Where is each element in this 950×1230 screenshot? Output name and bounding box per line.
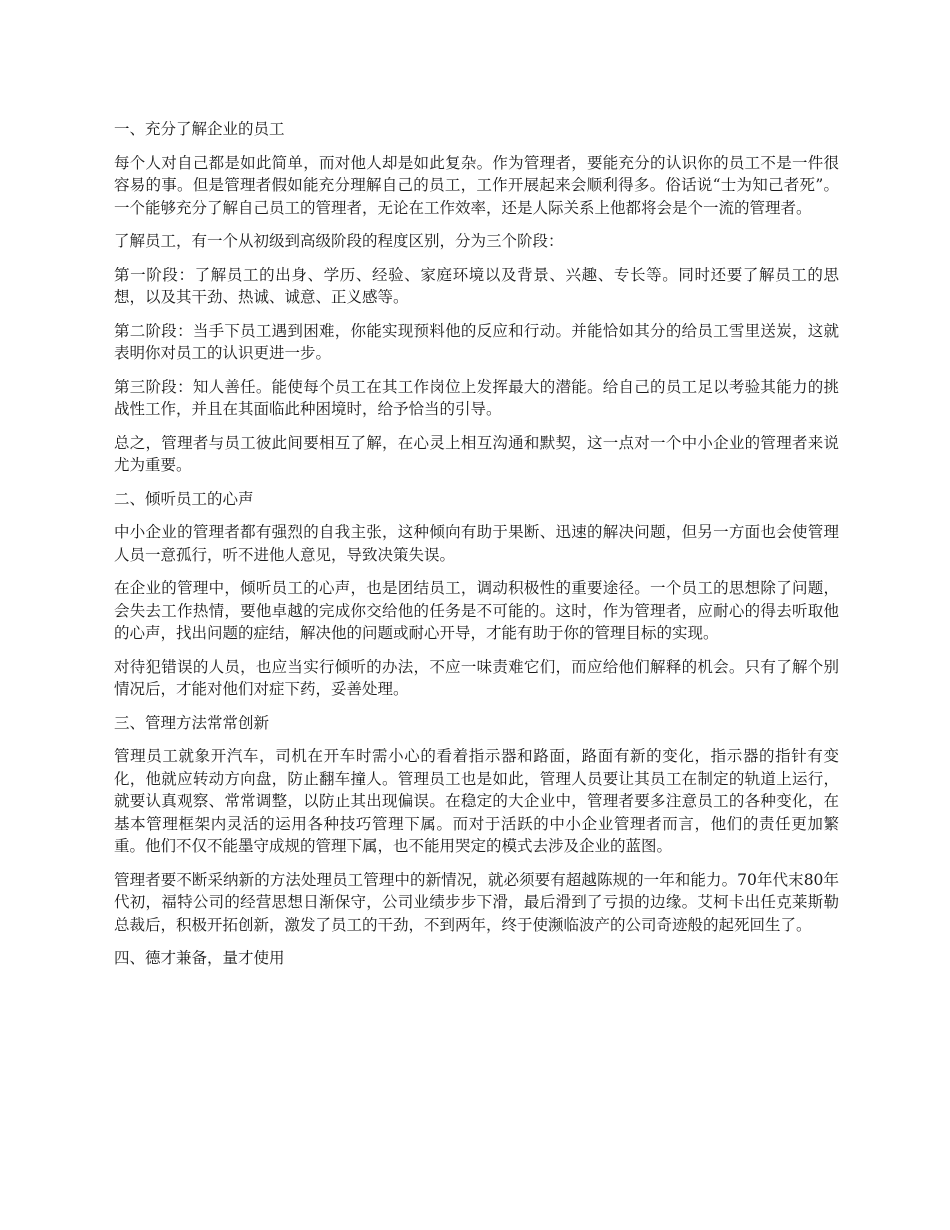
paragraph: 管理者要不断采纳新的方法处理员工管理中的新情况，就必须要有超越陈规的一年和能力。70年代末80年代初，福特公司的经营思想日渐保守，公司业绩步步下滑，最后滑到了亏损的边缘。艾柯卡出任克莱斯勒总裁后，积极开拓创新，激发了员工的干劲，不到两年，终于使濒临波产的公司奇迹般的起死回生了。 xyxy=(114,870,839,934)
paragraph: 第二阶段：当手下员工遇到困难，你能实现预料他的反应和行动。并能恰如其分的给员工雪里送炭，这就表明你对员工的认识更进一步。 xyxy=(114,321,839,362)
paragraph: 中小企业的管理者都有强烈的自我主张，这种倾向有助于果断、迅速的解决问题，但另一方面也会使管理人员一意孤行，听不进他人意见，导致决策失误。 xyxy=(114,523,839,564)
section-heading-4: 四、德才兼备，量才使用 xyxy=(114,949,285,967)
paragraph: 总之，管理者与员工彼此间要相互了解，在心灵上相互沟通和默契，这一点对一个中小企业的管理者来说尤为重要。 xyxy=(114,433,839,474)
section-heading-1: 一、充分了解企业的员工 xyxy=(114,120,285,138)
paragraph: 第三阶段：知人善任。能使每个员工在其工作岗位上发挥最大的潜能。给自己的员工足以考验其能力的挑战性工作，并且在其面临此种困境时，给予恰当的引导。 xyxy=(114,377,839,418)
section-heading-2: 二、倾听员工的心声 xyxy=(114,489,254,508)
paragraph: 在企业的管理中，倾听员工的心声，也是团结员工，调动积极性的重要途径。一个员工的思想除了问题，会失去工作热情，要他卓越的完成你交给他的任务是不可能的。这时，作为管理者，应耐心的得去听取他的心声，找出问题的症结，解决他的问题或耐心开导，才能有助于你的管理目标的实现。 xyxy=(114,579,839,642)
paragraph: 管理员工就象开汽车，司机在开车时需小心的看着指示器和路面，路面有新的变化，指示器的指针有变化，他就应转动方向盘，防止翻车撞人。管理员工也是如此，管理人员要让其员工在制定的轨道上运行，就要认真观察、常常调整，以防止其出现偏误。在稳定的大企业中，管理者要多注意员工的各种变化，在基本管理框架内灵活的运用各种技巧管理下属。而对于活跃的中小企业管理者而言，他们的责任更加繁重。他们不仅不能墨守成规的管理下属，也不能用哭定的模式去涉及企业的蓝图。 xyxy=(114,747,839,855)
paragraph: 对待犯错误的人员，也应当实行倾听的办法，不应一味责难它们，而应给他们解释的机会。只有了解个别情况后，才能对他们对症下药，妥善处理。 xyxy=(114,657,839,698)
paragraph: 了解员工，有一个从初级到高级阶段的程度区别，分为三个阶段： xyxy=(114,232,564,250)
section-heading-3: 三、管理方法常常创新 xyxy=(114,713,270,732)
document-page xyxy=(114,118,839,981)
paragraph: 第一阶段：了解员工的出身、学历、经验、家庭环境以及背景、兴趣、专长等。同时还要了解员工的思想，以及其干劲、热诚、诚意、正义感等。 xyxy=(114,265,839,306)
paragraph: 每个人对自己都是如此简单，而对他人却是如此复杂。作为管理者，要能充分的认识你的员工不是一件很容易的事。但是管理者假如能充分理解自己的员工，工作开展起来会顺利得多。俗话说“士为知己者死”。一个能够充分了解自己员工的管理者，无论在工作效率，还是人际关系上他都将会是个一流的管理者。 xyxy=(114,153,839,217)
